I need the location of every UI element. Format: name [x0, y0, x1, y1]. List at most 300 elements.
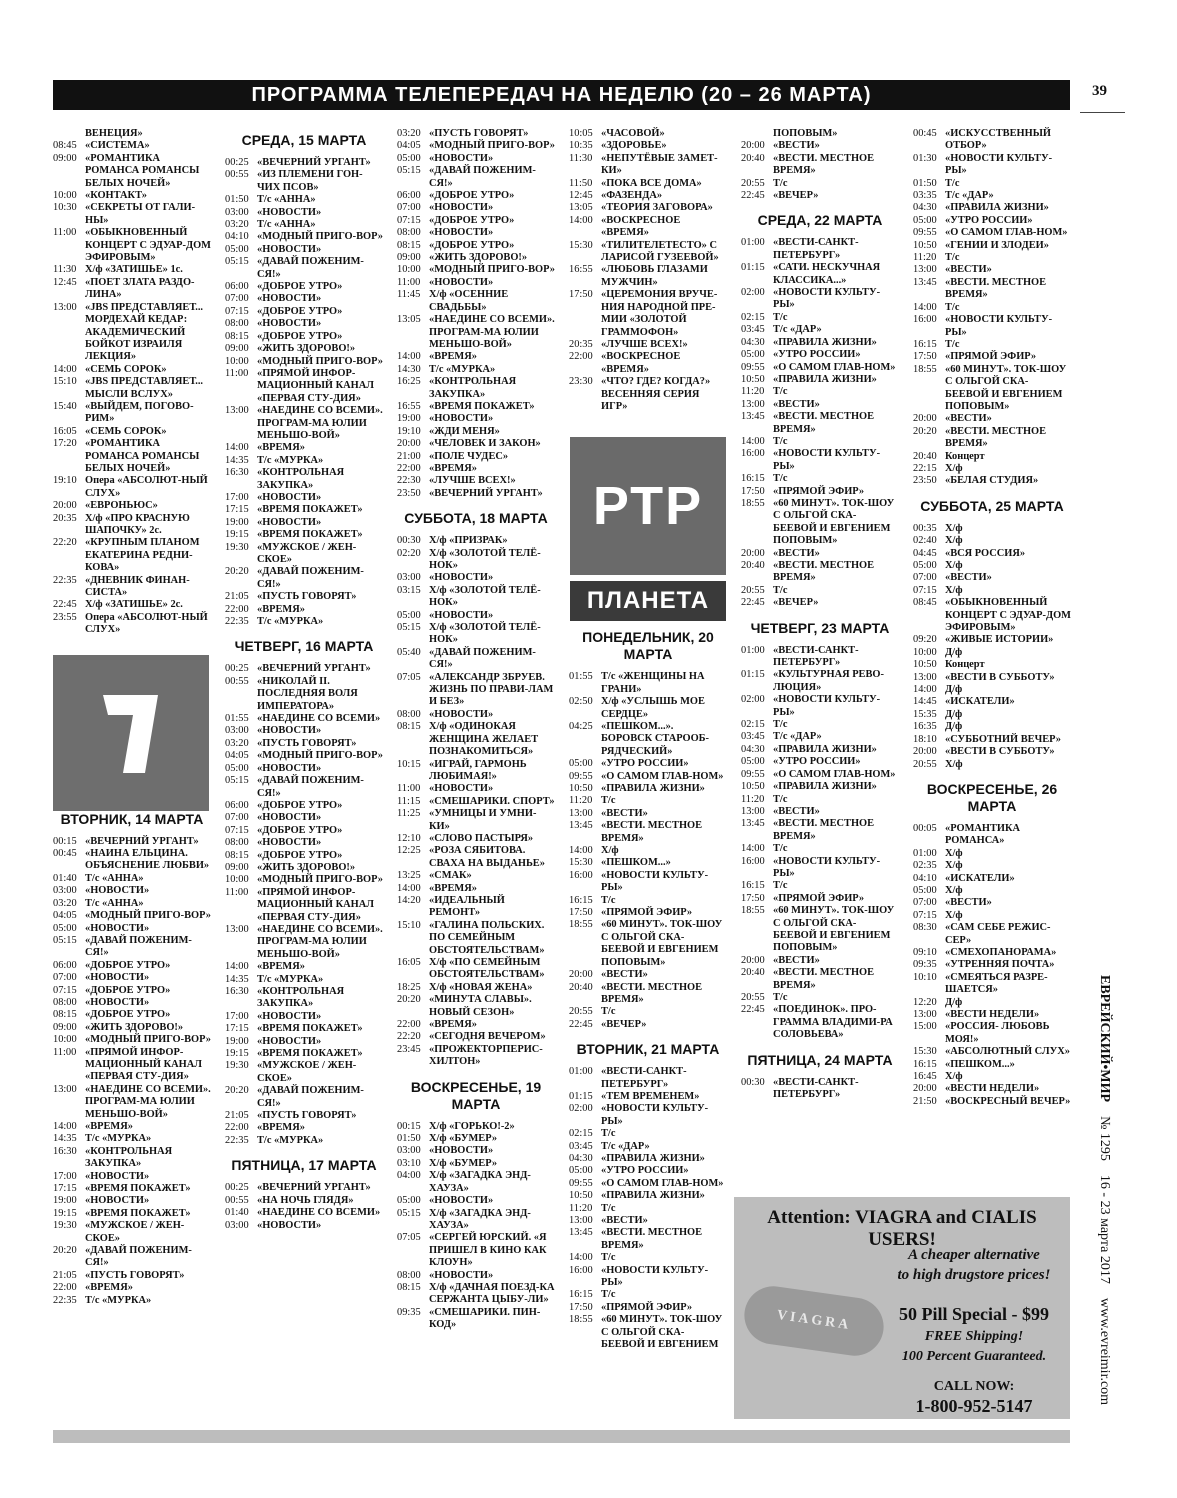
- day-heading: СРЕДА, 15 МАРТА: [241, 132, 367, 148]
- schedule-program: «НАИНА ЕЛЬЦИНА. ОБЪЯСНЕНИЕ ЛЮБВИ»: [85, 848, 210, 872]
- schedule-row: [225, 850, 383, 862]
- schedule-time: 11:20: [741, 793, 765, 805]
- schedule-program: Х/ф «ОДИНОКАЯ ЖЕНЩИНА ЖЕЛАЕТ ПОЗНАКОМИТЬСЯ»: [429, 721, 539, 758]
- page-number: 39: [1092, 83, 1107, 99]
- schedule-time: 18:55: [913, 363, 937, 375]
- schedule-time: 03:00: [397, 572, 421, 584]
- schedule-program: «ВЕСТИ»: [945, 413, 992, 425]
- schedule-row: [741, 312, 899, 324]
- schedule-row: [397, 808, 555, 833]
- schedule-time: 08:15: [397, 239, 421, 251]
- schedule-row: [53, 264, 211, 276]
- schedule-row: [225, 244, 383, 256]
- schedule-program: «МОДНЫЙ ПРИГО-ВОР»: [257, 355, 383, 367]
- schedule-program: Х/ф «ЗАТИШЬЕ» 2с.: [85, 599, 183, 611]
- schedule-row: [53, 898, 211, 910]
- schedule-time: 05:00: [913, 214, 937, 226]
- schedule-time: 19:00: [225, 1035, 249, 1047]
- schedule-time: 14:00: [397, 351, 421, 363]
- schedule-program: «ПУСТЬ ГОВОРЯТ»: [257, 1110, 357, 1122]
- schedule-row: [53, 277, 211, 302]
- schedule-program: «КОНТРОЛЬНАЯ ЗАКУПКА»: [257, 986, 345, 1010]
- schedule-time: 14:00: [569, 214, 593, 226]
- schedule-time: 22:45: [569, 1018, 593, 1030]
- schedule-time: 16:35: [913, 721, 937, 733]
- block-spacer: [397, 1069, 555, 1075]
- schedule-row: [225, 862, 383, 874]
- schedule-row: [53, 1084, 211, 1121]
- schedule-row: [569, 870, 727, 895]
- schedule-program: «МОДНЫЙ ПРИГО-ВОР»: [429, 264, 555, 276]
- schedule-row: [53, 1047, 211, 1084]
- schedule-time: 09:55: [913, 227, 937, 239]
- schedule-program: «ВЕЧЕРНИЙ УРГАНТ»: [257, 157, 371, 168]
- schedule-row: [741, 324, 899, 336]
- schedule-row: [913, 178, 1071, 190]
- schedule-row: [53, 364, 211, 376]
- schedule-row: [53, 972, 211, 984]
- schedule-time: 03:00: [53, 885, 77, 897]
- schedule-row: [397, 376, 555, 401]
- schedule-time: 01:00: [569, 1066, 593, 1078]
- schedule-program: «ВЕЧЕРНИЙ УРГАНТ»: [429, 487, 543, 499]
- schedule-time: 03:45: [569, 1140, 593, 1152]
- schedule-program: «НОВОСТИ КУЛЬТУ-РЫ»: [601, 869, 709, 894]
- schedule-time: 19:30: [225, 541, 249, 553]
- schedule-program: «УМНИЦЫ И УМНИ-КИ»: [429, 808, 537, 832]
- schedule-program: «НАЕДИНЕ СО ВСЕМИ». ПРОГРАМ-МА ЮЛИИ МЕНЬШО-ВОЙ»: [257, 405, 383, 441]
- schedule-row: [569, 771, 727, 783]
- schedule-time: 12:10: [397, 832, 421, 844]
- schedule-row: [53, 1146, 211, 1171]
- schedule-program: Д/ф: [945, 721, 963, 733]
- schedule-program: Х/ф «ОСЕННИЕ СВАДЬБЫ»: [429, 289, 509, 313]
- schedule-row: [741, 1004, 899, 1041]
- schedule-program: «ЛЮБОВЬ ГЛАЗАМИ МУЖЧИН»: [601, 264, 708, 288]
- schedule-time: 16:15: [569, 1289, 593, 1301]
- schedule-time: 09:10: [913, 946, 937, 958]
- schedule-row: [225, 961, 383, 973]
- schedule-time: 13:00: [913, 264, 937, 276]
- schedule-row: [913, 277, 1071, 302]
- schedule-time: 05:00: [741, 349, 765, 361]
- schedule-program: Х/ф «ЗОЛОТОЙ ТЕЛЁ-НОК»: [429, 584, 541, 609]
- schedule-row: [397, 1158, 555, 1170]
- schedule-row: [741, 1077, 899, 1102]
- schedule-program: «НОВОСТИ КУЛЬТУ-РЫ»: [773, 287, 881, 311]
- schedule-program: «МОДНЫЙ ПРИГО-ВОР»: [85, 1034, 211, 1046]
- schedule-program: Х/ф: [945, 522, 963, 534]
- schedule-time: 17:15: [53, 1183, 77, 1195]
- schedule-time: 01:50: [913, 177, 937, 189]
- schedule-program: «УТРО РОССИИ»: [945, 214, 1033, 226]
- schedule-row: [225, 1036, 383, 1048]
- schedule-time: 20:20: [225, 566, 249, 578]
- schedule-row: [225, 368, 383, 405]
- schedule-time: 17:00: [225, 491, 249, 503]
- schedule-program: «ДАВАЙ ПОЖЕНИМ-СЯ!»: [429, 646, 536, 671]
- schedule-row: [397, 190, 555, 202]
- schedule-time: 08:15: [397, 721, 421, 733]
- schedule-row: [397, 215, 555, 227]
- schedule-program: Х/ф «ГОРЬКО!-2»: [429, 1120, 515, 1132]
- schedule-program: «60 МИНУТ». ТОК-ШОУ С ОЛЬГОЙ СКА-БЕЕВОЙ И ЕВГЕНИЕМ ПОПОВЫМ»: [601, 919, 723, 968]
- schedule-time: 09:00: [225, 343, 249, 355]
- schedule-program: «ВЕСТИ»: [945, 897, 992, 909]
- schedule-row: [397, 401, 555, 413]
- schedule-time: 04:25: [569, 720, 593, 732]
- schedule-program: «О САМОМ ГЛАВ-НОМ»: [601, 1177, 724, 1189]
- schedule-program: «ВЕСТИ. МЕСТНОЕ ВРЕМЯ»: [773, 967, 875, 991]
- schedule-time: 16:30: [225, 986, 249, 997]
- schedule-time: 18:25: [397, 981, 421, 993]
- schedule-program: «ЦЕРЕМОНИЯ ВРУЧЕ-НИЯ НАРОДНОЙ ПРЕ-МИИ «ЗОЛОТОЙ ГРАММОФОН»: [601, 289, 718, 338]
- schedule-program: «НОВОСТИ КУЛЬТУ-РЫ»: [773, 694, 881, 718]
- schedule-row: [569, 215, 727, 240]
- schedule-time: 16:00: [741, 855, 765, 867]
- schedule-row: [225, 713, 383, 725]
- schedule-program: «НОВОСТИ КУЛЬТУ-РЫ»: [601, 1264, 709, 1289]
- schedule-row: [569, 795, 727, 807]
- schedule-row: [569, 1066, 727, 1091]
- schedule-row: [225, 455, 383, 467]
- schedule-program: «СМЕШАРИКИ. СПОРТ»: [429, 795, 555, 807]
- schedule-time: 11:20: [913, 252, 937, 264]
- schedule-row: [225, 1110, 383, 1122]
- schedule-row: [53, 1022, 211, 1034]
- block-spacer: [397, 500, 555, 506]
- schedule-time: 17:20: [53, 438, 77, 450]
- schedule-time: 11:15: [397, 795, 421, 807]
- schedule-program: Х/ф «ЗАГАДКА ЭНД-ХАУЗА»: [429, 1207, 531, 1231]
- schedule-row: [741, 560, 899, 585]
- schedule-row: [741, 843, 899, 855]
- schedule-program: «КУЛЬТУРНАЯ РЕВО-ЛЮЦИЯ»: [773, 669, 884, 693]
- schedule-row: [397, 709, 555, 721]
- schedule-row: [913, 659, 1071, 671]
- schedule-row: [913, 314, 1071, 339]
- schedule-time: 01:55: [225, 713, 249, 725]
- schedule-program: «ПРЯМОЙ ЭФИР»: [773, 485, 865, 497]
- schedule-row: [397, 1282, 555, 1307]
- schedule-row: [225, 887, 383, 924]
- day-heading: СУББОТА, 18 МАРТА: [404, 510, 548, 527]
- schedule-time: 04:10: [225, 231, 249, 243]
- schedule-program: «УТРО РОССИИ»: [601, 1165, 689, 1177]
- schedule-row: [741, 856, 899, 881]
- schedule-time: 10:10: [913, 971, 937, 983]
- schedule-time: 03:20: [225, 219, 249, 231]
- schedule-program: «РОЗА СЯБИТОВА. СВАХА НА ВЫДАНЬЕ»: [429, 845, 545, 869]
- schedule-time: 17:00: [53, 1170, 77, 1182]
- schedule-program: «ВРЕМЯ»: [257, 961, 305, 973]
- schedule-row: [225, 306, 383, 318]
- schedule-program: «ВЕСТИ-САНКТ-ПЕТЕРБУРГ»: [773, 644, 859, 669]
- schedule-row: [397, 202, 555, 214]
- sidebar-masthead: [1090, 975, 1120, 1445]
- schedule-row: [741, 448, 899, 473]
- day-heading: ЧЕТВЕРГ, 16 МАРТА: [234, 638, 374, 655]
- schedule-program: «ВРЕМЯ»: [257, 1122, 305, 1134]
- schedule-program: «ПРАВИЛА ЖИЗНИ»: [773, 743, 877, 755]
- schedule-time: 01:50: [225, 194, 249, 206]
- schedule-row: [569, 1203, 727, 1215]
- schedule-program: «БЕЛАЯ СТУДИЯ»: [945, 475, 1039, 487]
- schedule-row: [569, 895, 727, 907]
- schedule-time: 06:00: [225, 281, 249, 293]
- schedule-program: «НОВОСТИ»: [257, 837, 322, 849]
- schedule-time: 08:00: [53, 996, 77, 1008]
- schedule-program: «СЕМЬ СОРОК»: [85, 425, 167, 437]
- schedule-program: «ДОБРОЕ УТРО»: [85, 959, 171, 971]
- schedule-time: 21:00: [397, 450, 421, 462]
- schedule-program: Т/с: [601, 1289, 616, 1301]
- schedule-row: [569, 1165, 727, 1177]
- schedule-time: 23:50: [397, 487, 421, 499]
- schedule-row: [397, 957, 555, 982]
- day-heading: ЧЕТВЕРГ, 23 МАРТА: [750, 619, 890, 636]
- schedule-time: 08:45: [913, 597, 937, 609]
- schedule-program: «НАЕДИНЕ СО ВСЕМИ». ПРОГРАМ-МА ЮЛИИ МЕНЬШО-ВОЙ»: [257, 923, 383, 960]
- schedule-program: Т/с: [945, 252, 960, 264]
- schedule-row: [53, 1034, 211, 1046]
- schedule-row: [225, 542, 383, 567]
- schedule-program: «НОВОСТИ»: [257, 293, 322, 305]
- schedule-time: 13:00: [741, 805, 765, 817]
- schedule-time: 17:15: [225, 1023, 249, 1035]
- schedule-time: 23:30: [569, 376, 593, 388]
- schedule-program: «ФАЗЕНДА»: [601, 190, 663, 202]
- day-heading: ПОНЕДЕЛЬНИК, 20 МАРТА: [582, 629, 714, 663]
- schedule-row: [569, 808, 727, 820]
- schedule-time: 21:05: [225, 591, 249, 603]
- schedule-time: 07:00: [397, 202, 421, 214]
- schedule-time: 14:00: [913, 684, 937, 696]
- schedule-time: 01:55: [569, 671, 593, 683]
- schedule-program: «КОНТРОЛЬНАЯ ЗАКУПКА»: [257, 467, 345, 491]
- schedule-time: 13:45: [569, 1227, 593, 1239]
- block-spacer: [569, 1031, 727, 1037]
- schedule-row: [741, 190, 899, 202]
- schedule-row: [397, 721, 555, 758]
- schedule-row: [913, 215, 1071, 227]
- schedule-time: 17:50: [569, 907, 593, 919]
- schedule-program: «ПРЯМОЙ ЭФИР»: [945, 351, 1037, 363]
- schedule-program: Х/ф «ДАЧНАЯ ПОЕЗД-КА СЕРЖАНТА ЦЫБУ-ЛИ»: [429, 1281, 555, 1306]
- schedule-time: 01:40: [53, 872, 77, 884]
- schedule-time: 00:05: [913, 822, 937, 834]
- schedule-time: 11:00: [397, 783, 421, 795]
- schedule-time: 22:20: [397, 1031, 421, 1043]
- schedule-time: 07:00: [53, 972, 77, 984]
- schedule-program: «УТРО РОССИИ»: [601, 758, 689, 770]
- schedule-time: 00:30: [741, 1076, 765, 1088]
- schedule-row: [225, 986, 383, 1011]
- schedule-program: «ДАВАЙ ПОЖЕНИМ-СЯ!»: [429, 165, 536, 189]
- day-heading: ПЯТНИЦА, 17 МАРТА: [231, 1157, 377, 1174]
- schedule-time: 20:35: [53, 512, 77, 524]
- block-spacer: [225, 1147, 383, 1153]
- schedule-row: [225, 1060, 383, 1085]
- schedule-time: 20:20: [53, 1245, 77, 1257]
- schedule-time: 01:15: [741, 262, 765, 274]
- schedule-time: 14:00: [741, 843, 765, 855]
- schedule-program: «ВЕЧЕР»: [601, 1018, 647, 1030]
- schedule-row: [569, 1103, 727, 1128]
- schedule-program: «ПРАВИЛА ЖИЗНИ»: [601, 1152, 705, 1164]
- schedule-time: 02:15: [569, 1128, 593, 1140]
- schedule-time: 13:45: [741, 411, 765, 423]
- pill-image: VIAGRA: [741, 1283, 888, 1360]
- schedule-time: 04:45: [913, 547, 937, 559]
- schedule-time: 16:45: [913, 1071, 937, 1083]
- schedule-program: «ДОБРОЕ УТРО»: [429, 239, 515, 251]
- schedule-time: 14:00: [397, 882, 421, 894]
- schedule-row: [397, 165, 555, 190]
- schedule-program: Х/ф «ПО СЕМЕЙНЫМ ОБСТОЯТЕЛЬСТВАМ»: [429, 957, 545, 981]
- schedule-program: Т/с: [601, 795, 616, 807]
- schedule-time: 22:00: [225, 603, 249, 615]
- ad-shipping-line-2: 100 Percent Guaranteed.: [901, 1349, 1047, 1364]
- schedule-row: [225, 356, 383, 368]
- schedule-time: 09:00: [225, 861, 249, 873]
- schedule-time: 20:20: [913, 425, 937, 437]
- schedule-time: 19:10: [53, 475, 77, 487]
- schedule-row: [397, 240, 555, 252]
- schedule-program: «ПУСТЬ ГОВОРЯТ»: [429, 128, 529, 139]
- block-spacer: [741, 1101, 899, 1107]
- schedule-row: [397, 610, 555, 622]
- schedule-program: Концерт: [945, 659, 985, 671]
- schedule-time: 19:00: [53, 1195, 77, 1207]
- schedule-time: 19:10: [397, 425, 421, 437]
- schedule-time: 13:00: [569, 1215, 593, 1226]
- schedule-row: [53, 873, 211, 885]
- schedule-program: «МОДНЫЙ ПРИГО-ВОР»: [85, 910, 211, 922]
- schedule-program: «ВРЕМЯ»: [257, 603, 305, 615]
- schedule-time: 10:00: [225, 355, 249, 367]
- schedule-row: [913, 947, 1071, 959]
- schedule-time: 05:15: [397, 165, 421, 177]
- schedule-program: «ВОСКРЕСНОЕ «ВРЕМЯ»: [601, 351, 681, 375]
- schedule-time: 13:00: [569, 807, 593, 819]
- schedule-program: «О САМОМ ГЛАВ-НОМ»: [773, 361, 896, 373]
- schedule-program: Х/ф: [945, 1071, 963, 1083]
- schedule-program: «ИГРАЙ, ГАРМОНЬ ЛЮБИМАЯ!»: [429, 758, 527, 782]
- schedule-program: «ПРЯМОЙ ЭФИР»: [773, 892, 865, 904]
- schedule-program: «НОВОСТИ»: [429, 609, 494, 621]
- schedule-time: 04:30: [569, 1152, 593, 1164]
- schedule-time: 15:10: [397, 919, 421, 931]
- schedule-time: 10:50: [913, 239, 937, 251]
- schedule-row: [569, 982, 727, 1007]
- schedule-time: 13:00: [225, 923, 249, 935]
- schedule-row: [913, 709, 1071, 721]
- schedule-time: 15:10: [53, 376, 77, 388]
- schedule-program: «НОВОСТИ»: [85, 922, 150, 934]
- schedule-time: 05:00: [913, 560, 937, 571]
- schedule-time: 09:55: [741, 768, 765, 780]
- schedule-row: [913, 190, 1071, 202]
- schedule-row: [397, 1208, 555, 1233]
- schedule-time: 07:15: [53, 984, 77, 996]
- schedule-time: 08:45: [53, 140, 77, 152]
- schedule-time: 10:15: [397, 758, 421, 770]
- block-spacer: [913, 771, 1071, 777]
- day-heading: ВТОРНИК, 21 МАРТА: [576, 1041, 720, 1058]
- schedule-program: Т/с: [773, 880, 788, 892]
- schedule-row: [225, 1207, 383, 1219]
- rtr-planeta-logo: [570, 437, 726, 627]
- schedule-time: 16:15: [741, 880, 765, 892]
- schedule-time: 19:15: [225, 529, 249, 541]
- schedule-time: 14:35: [53, 1133, 77, 1145]
- day-heading: ПЯТНИЦА, 24 МАРТА: [747, 1051, 893, 1068]
- schedule-row: [741, 287, 899, 312]
- schedule-row: [397, 463, 555, 475]
- schedule-program: «ВЕСТИ-САНКТ-ПЕТЕРБУРГ»: [773, 237, 859, 261]
- schedule-time: 10:00: [913, 646, 937, 658]
- schedule-row: [913, 910, 1071, 922]
- schedule-row: [913, 523, 1071, 535]
- schedule-row: [741, 967, 899, 992]
- schedule-row: [53, 1208, 211, 1220]
- schedule-program: «ИДЕАЛЬНЫЙ РЕМОНТ»: [429, 894, 505, 919]
- schedule-program: «ВЕСТИ. МЕСТНОЕ ВРЕМЯ»: [945, 425, 1047, 450]
- schedule-time: 14:35: [225, 454, 249, 466]
- schedule-program: Х/ф: [945, 462, 963, 474]
- schedule-time: 17:50: [741, 485, 765, 497]
- schedule-program: Х/ф «ЗОЛОТОЙ ТЕЛЁ-НОК»: [429, 622, 541, 646]
- schedule-row: [569, 202, 727, 214]
- day-heading: СРЕДА, 22 МАРТА: [757, 212, 883, 229]
- schedule-program: «ЧТО? ГДЕ? КОГДА?» ВЕСЕННЯЯ СЕРИЯ ИГР»: [601, 376, 711, 412]
- schedule-row: [397, 585, 555, 610]
- schedule-row: [53, 848, 211, 873]
- schedule-row: [53, 475, 211, 500]
- ad-sub-line-1: A cheaper alternative: [908, 1247, 1040, 1263]
- schedule-time: 03:00: [397, 1145, 421, 1157]
- schedule-time: 10:50: [913, 659, 937, 671]
- schedule-program: Х/ф «ПРО КРАСНУЮ ШАПОЧКУ» 2с.: [85, 512, 190, 536]
- schedule-program: Д/ф: [945, 996, 963, 1008]
- schedule-time: 09:55: [569, 1177, 593, 1189]
- schedule-time: 11:20: [569, 795, 593, 807]
- schedule-time: 22:35: [225, 616, 249, 628]
- schedule-program: «МУЖСКОЕ / ЖЕН-СКОЕ»: [257, 541, 357, 565]
- schedule-program: Т/с «ДАР»: [773, 731, 822, 743]
- schedule-time: 14:00: [913, 301, 937, 313]
- schedule-time: 10:00: [397, 264, 421, 276]
- schedule-time: 14:45: [913, 696, 937, 708]
- schedule-program: Т/с «АННА»: [85, 897, 144, 909]
- schedule-row: [741, 694, 899, 719]
- schedule-program: «ДОБРОЕ УТРО»: [85, 984, 171, 996]
- schedule-program: «УТРО РОССИИ»: [773, 756, 861, 768]
- schedule-program: «НОВОСТИ»: [429, 708, 494, 720]
- schedule-program: «ПРЯМОЙ ИНФОР-МАЦИОННЫЙ КАНАЛ «ПЕРВАЯ СТУ-ДИЯ»: [257, 367, 374, 404]
- schedule-row: [53, 1009, 211, 1021]
- sidebar-vertical-text: [1096, 975, 1112, 1405]
- schedule-program: «НОВОСТИ»: [429, 227, 494, 239]
- schedule-time: 11:00: [53, 227, 77, 239]
- schedule-program: «НОВОСТИ»: [429, 202, 494, 214]
- schedule-row: [397, 994, 555, 1019]
- schedule-program: «МУЖСКОЕ / ЖЕН-СКОЕ»: [257, 1060, 357, 1084]
- schedule-row: [225, 1195, 383, 1207]
- schedule-row: [397, 488, 555, 500]
- schedule-row: [225, 1085, 383, 1110]
